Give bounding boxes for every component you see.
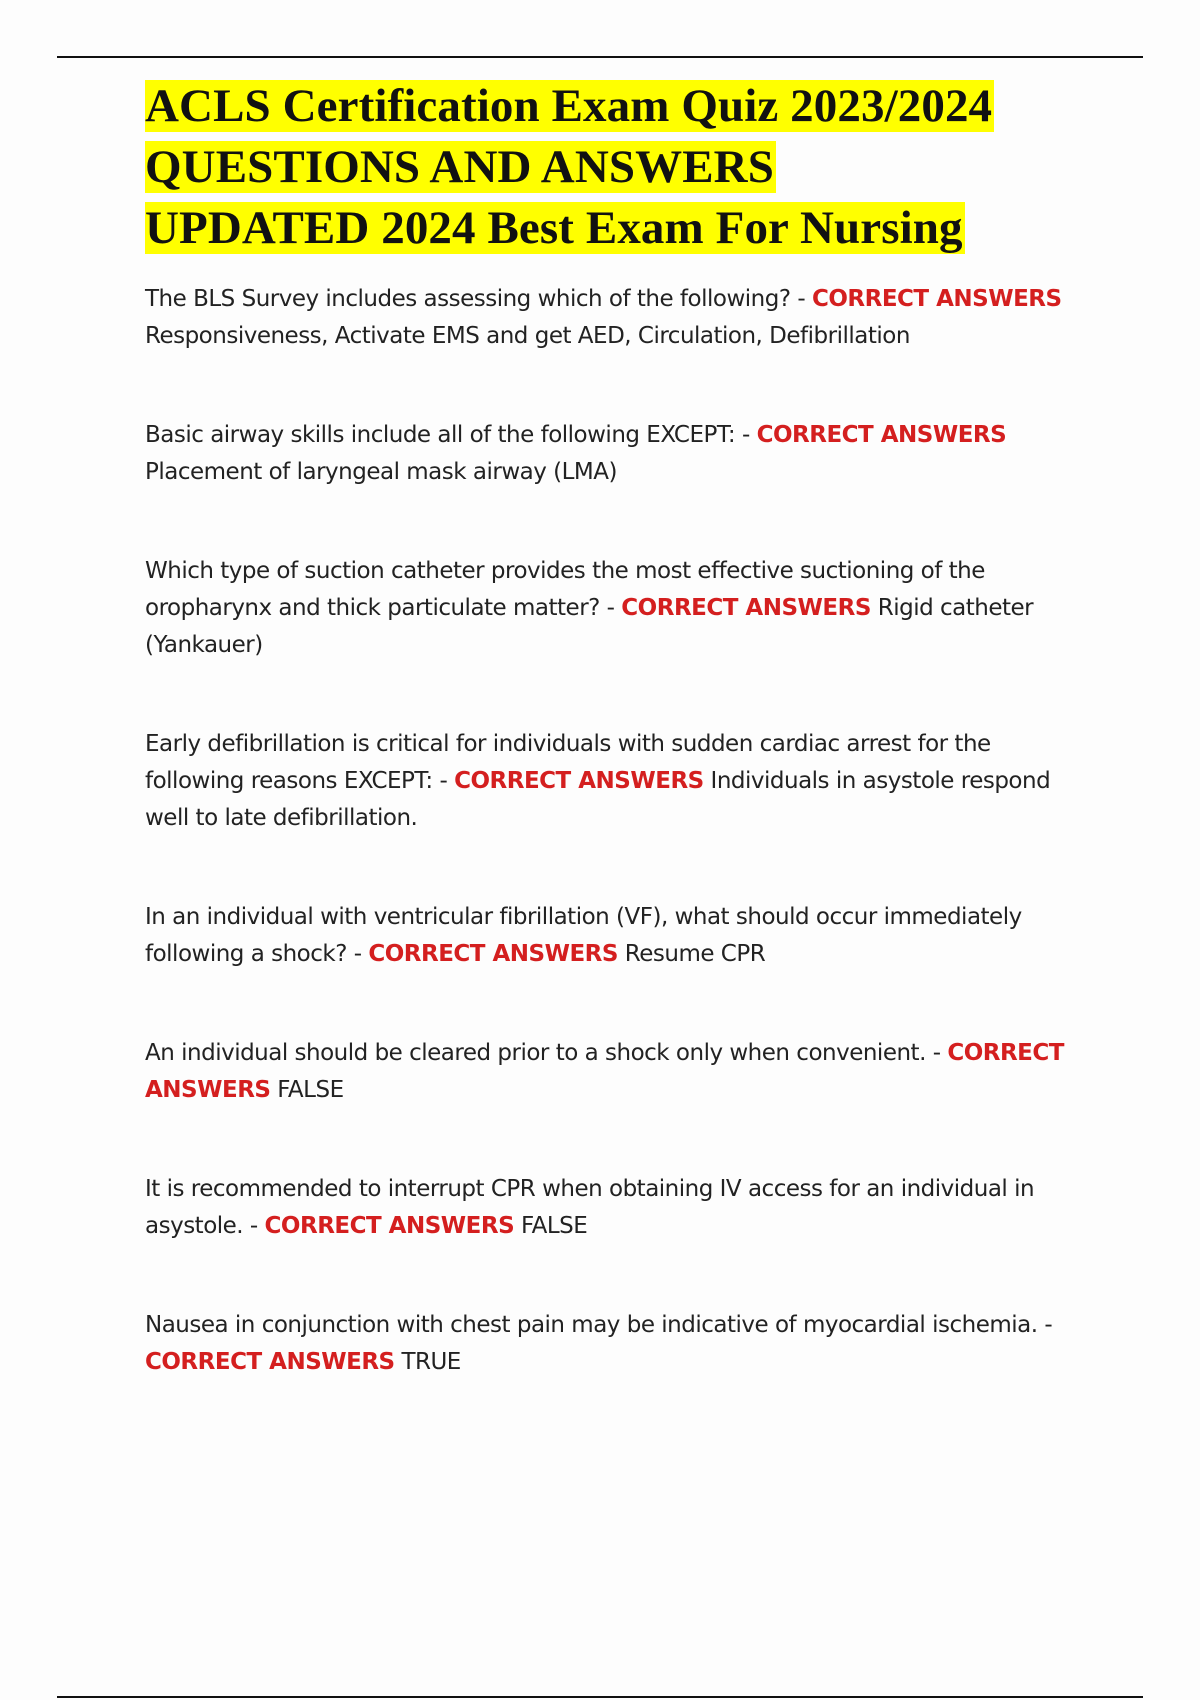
title-line-1: ACLS Certification Exam Quiz 2023/2024 bbox=[145, 80, 993, 132]
question-text: The BLS Survey includes assessing which of the following? - bbox=[145, 286, 812, 312]
answer-label: CORRECT ANSWERS bbox=[264, 1213, 515, 1239]
document-title bbox=[145, 76, 1090, 259]
qa-item bbox=[145, 1307, 1090, 1381]
answer-text: Individuals in asystole respond well to late defibrillation. bbox=[145, 768, 1051, 831]
answer-label: CORRECT ANSWERS bbox=[368, 941, 618, 967]
question-text: It is recommended to interrupt CPR when obtaining IV access for an individual in asystole. - bbox=[145, 1176, 1035, 1239]
answer-text: TRUE bbox=[401, 1349, 461, 1375]
question-text: Basic airway skills include all of the following EXCEPT: - bbox=[145, 422, 757, 448]
answer-label: CORRECT ANSWERS bbox=[454, 768, 704, 794]
question-text: Early defibrillation is critical for individuals with sudden cardiac arrest for the following reasons EXCEPT: - bbox=[145, 731, 991, 794]
answer-label: CORRECT ANSWERS bbox=[811, 286, 1062, 312]
question-text: In an individual with ventricular fibrillation (VF), what should occur immediately following a shock? - bbox=[145, 904, 1022, 967]
qa-item bbox=[145, 281, 1090, 355]
answer-text: Rigid catheter (Yankauer) bbox=[145, 595, 1034, 658]
answer-text: FALSE bbox=[520, 1213, 588, 1239]
question-text: An individual should be cleared prior to a shock only when convenient. - bbox=[145, 1040, 948, 1066]
header-rule bbox=[57, 56, 1143, 58]
qa-item bbox=[145, 417, 1090, 491]
answer-text: Placement of laryngeal mask airway (LMA) bbox=[145, 459, 617, 485]
title-line-2: QUESTIONS AND ANSWERS bbox=[145, 141, 774, 193]
qa-item bbox=[145, 553, 1090, 664]
question-text: Nausea in conjunction with chest pain may be indicative of myocardial ischemia. - bbox=[145, 1312, 1053, 1338]
document-content bbox=[145, 76, 1090, 1381]
answer-text: Resume CPR bbox=[624, 941, 766, 967]
title-line-3: UPDATED 2024 Best Exam For Nursing bbox=[145, 202, 963, 254]
footer-rule bbox=[57, 1696, 1143, 1698]
answer-label: CORRECT ANSWERS bbox=[145, 1040, 1064, 1103]
answer-text: FALSE bbox=[277, 1077, 344, 1103]
answer-label: CORRECT ANSWERS bbox=[621, 595, 871, 621]
question-text: Which type of suction catheter provides the most effective suctioning of the oropharynx and thick particulate matter? - bbox=[145, 558, 985, 621]
qa-item bbox=[145, 726, 1090, 837]
answer-label: CORRECT ANSWERS bbox=[145, 1349, 395, 1375]
answer-text: Responsiveness, Activate EMS and get AED, Circulation, Defibrillation bbox=[145, 323, 910, 349]
qa-item bbox=[145, 1035, 1090, 1109]
answer-label: CORRECT ANSWERS bbox=[756, 422, 1007, 448]
qa-item bbox=[145, 1171, 1090, 1245]
qa-item bbox=[145, 899, 1090, 973]
